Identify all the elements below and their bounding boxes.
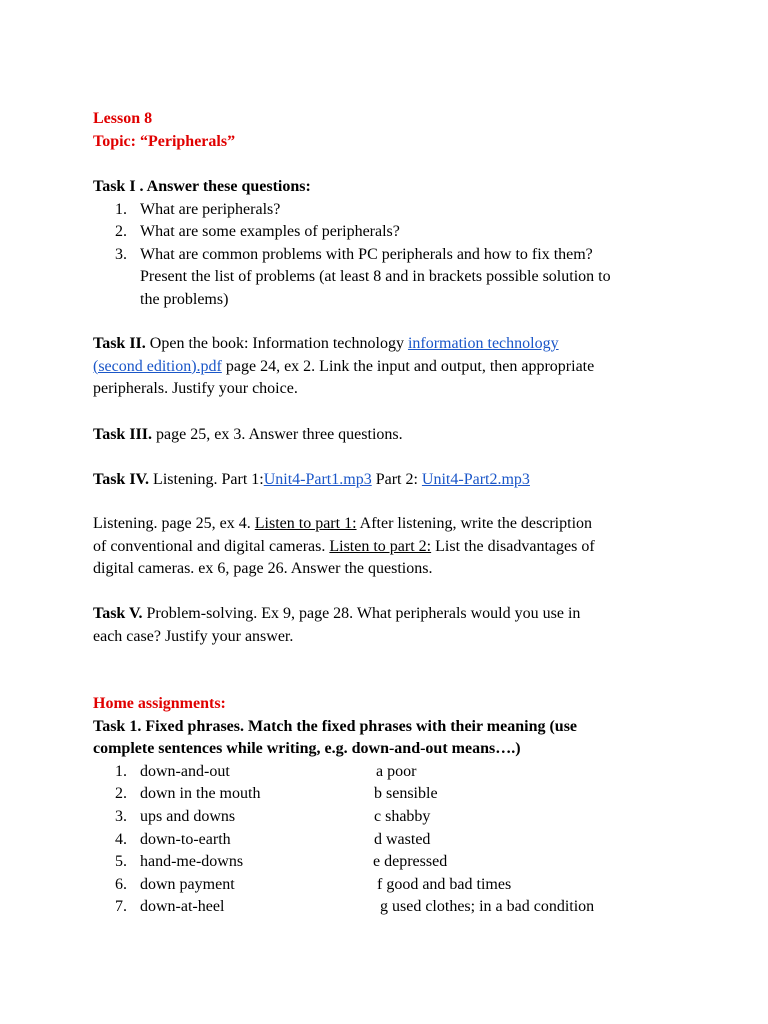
phrase-meaning: d wasted (374, 830, 431, 848)
part1-audio-link[interactable]: Unit4-Part1.mp3 (263, 471, 372, 488)
listening-text: digital cameras. ex 6, page 26. Answer the questions. (93, 560, 433, 578)
phrase-meaning: g used clothes; in a bad condition (380, 898, 595, 916)
phrase-term: hand-me-downs (140, 853, 244, 871)
book-pdf-link[interactable]: information technology (407, 335, 559, 352)
listening-text: Listening. page 25, ex 4. (93, 515, 255, 532)
phrase-term: down payment (140, 875, 235, 893)
listen-part1-label: Listen to part 1: (254, 515, 357, 532)
phrase-term: ups and downs (140, 807, 236, 825)
task-1-question-list (93, 199, 693, 312)
phrase-meaning: c shabby (374, 807, 431, 825)
task-5-label: Task V. (93, 605, 143, 622)
topic-title: Topic: “Peripherals” (93, 132, 236, 150)
phrase-number: 3. (115, 807, 127, 825)
question-text: What are common problems with PC peripherals and how to fix them? (140, 245, 593, 263)
task-5-text: Problem-solving. Ex 9, page 28. What peripherals would you use in (142, 605, 581, 622)
lesson-header (93, 108, 693, 153)
task-4-text: Listening. Part 1: (149, 471, 264, 488)
question-text: the problems) (140, 290, 229, 308)
listen-part2-label: Listen to part 2: (329, 537, 432, 555)
home-task-1-heading: Task 1. Fixed phrases. Match the fixed phrases with their meaning (use (93, 717, 578, 735)
question-text: What are peripherals? (140, 200, 281, 218)
task-2-text: Open the book: Information technology (145, 335, 408, 352)
question-item (93, 199, 693, 222)
phrase-meaning: e depressed (373, 853, 448, 871)
question-text: Present the list of problems (at least 8 and in brackets possible solution to (140, 268, 611, 286)
home-task-1-heading-cont: complete sentences while writing, e.g. down-and-out means….) (93, 740, 521, 758)
phrase-meaning: a poor (376, 762, 417, 780)
listening-line (93, 513, 693, 536)
phrase-number: 4. (115, 830, 127, 848)
task-3-section (93, 424, 693, 447)
task-3-label: Task III. (93, 426, 153, 443)
phrase-item (93, 806, 693, 829)
listening-line (93, 536, 693, 559)
phrase-item (93, 761, 693, 784)
phrase-item (93, 829, 693, 852)
question-number: 2. (115, 223, 127, 241)
home-assignments-heading: Home assignments: (93, 695, 226, 712)
phrase-meaning: b sensible (374, 785, 438, 803)
task-2-section (93, 333, 693, 401)
task-2-text: page 24, ex 2. Link the input and output, then appropriate (221, 357, 595, 375)
phrase-meaning: f good and bad times (377, 875, 512, 893)
task-5-text: each case? Justify your answer. (93, 627, 294, 645)
phrase-item (93, 874, 693, 897)
book-pdf-link-cont[interactable]: (second edition).pdf (93, 357, 222, 375)
task-2-line (93, 356, 693, 379)
task-2-line (93, 333, 693, 356)
task-4-section (93, 469, 693, 492)
task-5-section (93, 603, 693, 648)
question-number: 1. (115, 200, 127, 218)
phrase-number: 7. (115, 898, 127, 916)
phrase-term: down-and-out (140, 762, 230, 780)
question-text: What are some examples of peripherals? (140, 223, 400, 241)
task-4-label: Task IV. (93, 471, 150, 488)
task-1-section (93, 176, 693, 312)
phrase-term: down-to-earth (140, 830, 231, 848)
phrase-term: down-at-heel (140, 898, 225, 916)
question-item (93, 221, 693, 244)
phrase-item (93, 783, 693, 806)
task-4-text: Part 2: (371, 471, 422, 488)
phrase-item (93, 896, 693, 919)
listening-text: of conventional and digital cameras. (93, 537, 330, 555)
fixed-phrases-list (93, 761, 693, 919)
phrase-number: 6. (115, 875, 127, 893)
phrase-item (93, 851, 693, 874)
listening-text: List the disadvantages of (431, 537, 595, 555)
task-1-heading: Task I . Answer these questions: (93, 178, 311, 195)
listening-section (93, 513, 693, 581)
task-2-text: peripherals. Justify your choice. (93, 380, 298, 398)
question-number: 3. (115, 245, 127, 263)
question-item (93, 244, 693, 312)
task-5-line (93, 603, 693, 626)
phrase-term: down in the mouth (140, 785, 261, 803)
phrase-number: 1. (115, 762, 127, 780)
home-assignments-section (93, 693, 693, 919)
part2-audio-link[interactable]: Unit4-Part2.mp3 (421, 471, 530, 488)
phrase-number: 5. (115, 853, 127, 871)
task-2-label: Task II. (93, 335, 146, 352)
task-3-text: page 25, ex 3. Answer three questions. (152, 426, 403, 443)
listening-text: After listening, write the description (356, 515, 593, 532)
phrase-number: 2. (115, 785, 127, 803)
lesson-title: Lesson 8 (93, 110, 153, 127)
